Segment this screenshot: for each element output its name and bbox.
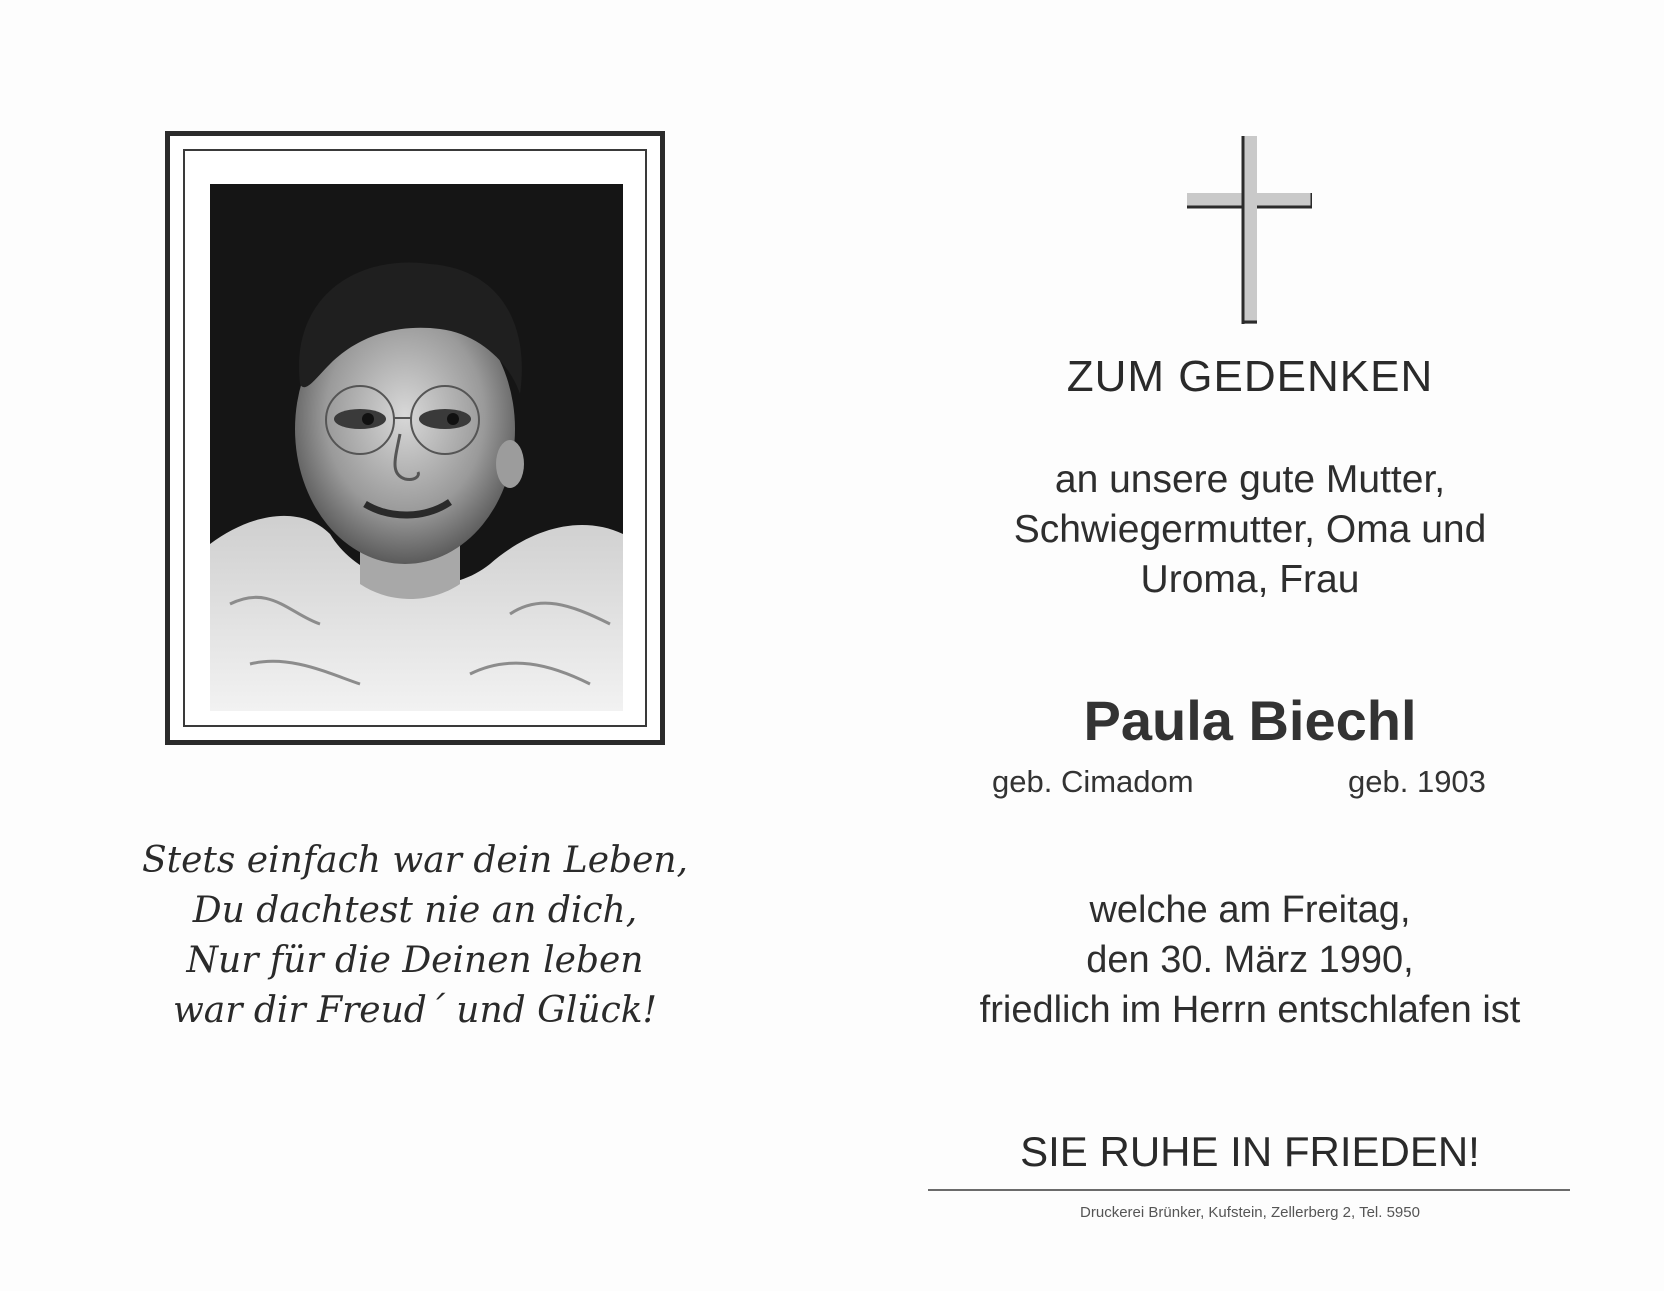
death-notice-line: welche am Freitag, xyxy=(1089,889,1411,931)
death-notice xyxy=(900,885,1600,1035)
poem-line: war dir Freud´ und Glück! xyxy=(172,990,658,1031)
cross-icon xyxy=(1187,136,1312,324)
poem-line: Du dachtest nie an dich, xyxy=(192,890,638,931)
birth-name: geb. Cimadom xyxy=(992,764,1194,799)
dedication-line: an unsere gute Mutter, xyxy=(1054,458,1446,501)
death-notice-line: friedlich im Herrn entschlafen ist xyxy=(979,989,1521,1031)
poem-line: Stets einfach war dein Leben, xyxy=(141,840,688,881)
portrait-photo xyxy=(210,184,623,711)
printer-credit: Druckerei Brünker, Kufstein, Zellerberg 2, Tel. 5950 xyxy=(1080,1204,1420,1221)
dedication-line: Schwiegermutter, Oma und xyxy=(1013,508,1487,551)
portrait-illustration xyxy=(210,184,623,711)
deceased-name: Paula Biechl xyxy=(1083,689,1417,752)
poem xyxy=(140,836,690,1036)
dedication xyxy=(900,455,1600,605)
divider xyxy=(928,1189,1570,1191)
poem-line: Nur für die Deinen leben xyxy=(186,940,644,981)
photo-frame xyxy=(165,131,665,745)
dedication-line: Uroma, Frau xyxy=(1140,558,1360,601)
closing-line: SIE RUHE IN FRIEDEN! xyxy=(1020,1128,1480,1175)
card-heading: ZUM GEDENKEN xyxy=(1066,352,1434,401)
death-notice-line: den 30. März 1990, xyxy=(1086,939,1414,981)
birth-year: geb. 1903 xyxy=(1348,764,1486,799)
